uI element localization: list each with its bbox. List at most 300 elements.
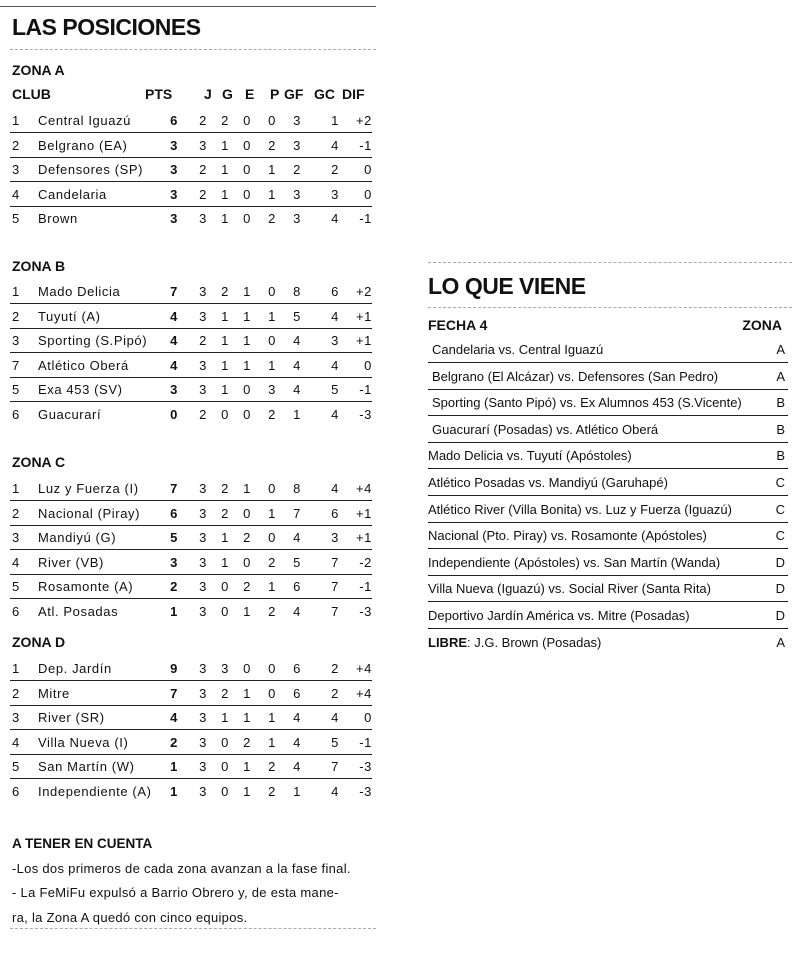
cell-pts: 2: [170, 734, 178, 750]
fixture-row: [428, 470, 788, 496]
fixture-zone: C: [775, 528, 785, 544]
cell-gc: 4: [331, 406, 339, 422]
cell-pts: 9: [170, 661, 178, 676]
cell-gf: 4: [293, 759, 301, 774]
cell-pts: 4: [170, 308, 178, 324]
table-row: [10, 503, 372, 526]
cell-j: 3: [199, 530, 207, 545]
cell-gc: 4: [331, 783, 339, 799]
cell-gc: 4: [331, 710, 339, 725]
cell-e: 0: [243, 113, 251, 128]
cell-j: 3: [199, 308, 207, 324]
cell-pts: 3: [170, 211, 178, 226]
cell-pos: 4: [12, 554, 20, 570]
cell-dif: +4: [355, 481, 372, 496]
header-p: P: [270, 86, 280, 102]
note-line: -Los dos primeros de cada zona avanzan a la fase final.: [12, 860, 351, 876]
cell-pts: 7: [170, 685, 178, 701]
cell-g: 1: [221, 308, 229, 324]
cell-gf: 1: [293, 406, 301, 422]
cell-g: 0: [221, 603, 229, 619]
fixture-zone: C: [775, 501, 785, 517]
cell-pos: 7: [12, 357, 20, 373]
table-row: [10, 379, 372, 402]
cell-dif: 0: [364, 186, 372, 202]
header-g: G: [222, 86, 233, 102]
cell-club: River (VB): [38, 554, 104, 570]
header-pts: PTS: [145, 86, 173, 102]
cell-g: 2: [221, 481, 229, 496]
header-gc: GC: [314, 86, 335, 102]
title-divider: [10, 49, 376, 50]
page-title: LAS POSICIONES: [12, 14, 201, 40]
cell-gc: 5: [331, 382, 339, 397]
cell-g: 1: [221, 382, 229, 397]
cell-pts: 1: [170, 783, 178, 799]
cell-club: Mado Delicia: [38, 284, 121, 299]
cell-club: Atl. Posadas: [38, 603, 119, 619]
fixture-row: [428, 550, 788, 576]
cell-e: 0: [243, 661, 251, 676]
cell-j: 2: [199, 186, 207, 202]
cell-j: 3: [199, 554, 207, 570]
notes-title: A TENER EN CUENTA: [12, 836, 153, 851]
fixture-zone: D: [775, 608, 785, 623]
table-row: [10, 658, 372, 681]
cell-j: 2: [199, 406, 207, 422]
fixture-zone: B: [776, 421, 785, 437]
cell-j: 3: [199, 661, 207, 676]
cell-e: 0: [243, 406, 251, 422]
cell-gf: 6: [293, 579, 301, 594]
cell-club: Central Iguazú: [38, 113, 131, 128]
cell-gc: 1: [331, 113, 339, 128]
cell-pts: 4: [170, 710, 178, 725]
cell-gc: 7: [331, 759, 339, 774]
fixture-header: [428, 317, 782, 335]
cell-pos: 5: [12, 759, 20, 774]
cell-gc: 3: [331, 186, 339, 202]
cell-pos: 6: [12, 603, 20, 619]
cell-e: 0: [243, 137, 251, 153]
cell-p: 1: [268, 505, 276, 521]
cell-p: 2: [268, 783, 276, 799]
table-row: [10, 184, 372, 207]
cell-g: 2: [221, 505, 229, 521]
cell-e: 2: [243, 579, 251, 594]
cell-club: Mitre: [38, 685, 70, 701]
table-row: [10, 552, 372, 575]
cell-pos: 5: [12, 579, 20, 594]
cell-j: 3: [199, 783, 207, 799]
fixture-row: [428, 390, 788, 416]
cell-e: 1: [243, 333, 251, 348]
cell-e: 0: [243, 162, 251, 177]
cell-gc: 4: [331, 308, 339, 324]
cell-p: 0: [268, 333, 276, 348]
zone-title: ZONA D: [12, 634, 66, 650]
upcoming-title-divider: [428, 307, 792, 308]
cell-g: 2: [221, 284, 229, 299]
cell-gc: 7: [331, 603, 339, 619]
cell-pts: 7: [170, 284, 178, 299]
cell-e: 1: [243, 783, 251, 799]
cell-pos: 3: [12, 710, 20, 725]
cell-dif: -3: [359, 783, 372, 799]
cell-pos: 2: [12, 685, 20, 701]
cell-dif: 0: [364, 162, 372, 177]
cell-e: 1: [243, 481, 251, 496]
fixture-teams: Candelaria vs. Central Iguazú: [432, 342, 604, 357]
cell-club: Independiente (A): [38, 783, 152, 799]
cell-g: 1: [221, 554, 229, 570]
cell-gc: 5: [331, 734, 339, 750]
cell-gc: 4: [331, 481, 339, 496]
cell-pos: 1: [12, 113, 20, 128]
libre-row: [428, 630, 788, 655]
cell-dif: -3: [359, 759, 372, 774]
header-dif: DIF: [342, 86, 365, 102]
fixture-teams: Mado Delicia vs. Tuyutí (Apóstoles): [428, 448, 632, 464]
cell-dif: -3: [359, 603, 372, 619]
cell-j: 3: [199, 505, 207, 521]
cell-gc: 7: [331, 579, 339, 594]
cell-p: 1: [268, 710, 276, 725]
cell-e: 1: [243, 603, 251, 619]
table-row: [10, 601, 372, 623]
cell-club: San Martín (W): [38, 759, 135, 774]
cell-pts: 3: [170, 137, 178, 153]
table-row: [10, 208, 372, 230]
table-row: [10, 781, 372, 803]
cell-p: 1: [268, 308, 276, 324]
cell-pts: 0: [170, 406, 178, 422]
cell-p: 1: [268, 162, 276, 177]
fixture-teams: Belgrano (El Alcázar) vs. Defensores (San Pedro): [432, 368, 719, 384]
cell-gf: 4: [293, 710, 301, 725]
cell-pos: 3: [12, 162, 20, 177]
fixture-teams: Sporting (Santo Pipó) vs. Ex Alumnos 453 (S.Vicente): [432, 395, 742, 411]
table-row: [10, 330, 372, 353]
upcoming-title: LO QUE VIENE: [428, 273, 586, 299]
table-row: [10, 135, 372, 158]
cell-p: 2: [268, 137, 276, 153]
fixture-teams: Nacional (Pto. Piray) vs. Rosamonte (Apóstoles): [428, 528, 707, 544]
cell-pos: 2: [12, 137, 20, 153]
cell-j: 2: [199, 113, 207, 128]
cell-gf: 7: [293, 505, 301, 521]
cell-gf: 4: [293, 333, 301, 348]
libre-team: : J.G. Brown (Posadas): [467, 634, 602, 650]
cell-j: 3: [199, 382, 207, 397]
cell-pts: 6: [170, 505, 178, 521]
cell-p: 2: [268, 759, 276, 774]
cell-p: 2: [268, 211, 276, 226]
fixture-teams: Guacurarí (Posadas) vs. Atlético Oberá: [432, 421, 659, 437]
cell-club: Belgrano (EA): [38, 137, 128, 153]
cell-pts: 3: [170, 186, 178, 202]
fixture-teams: Deportivo Jardín América vs. Mitre (Posadas): [428, 608, 690, 623]
cell-dif: +1: [355, 308, 372, 324]
cell-pts: 3: [170, 382, 178, 397]
cell-gf: 3: [293, 137, 301, 153]
cell-gc: 2: [331, 685, 339, 701]
cell-j: 3: [199, 603, 207, 619]
cell-gc: 6: [331, 505, 339, 521]
fixture-teams: Villa Nueva (Iguazú) vs. Social River (Santa Rita): [428, 581, 711, 597]
cell-e: 1: [243, 685, 251, 701]
cell-e: 0: [243, 382, 251, 397]
cell-dif: +4: [355, 685, 372, 701]
cell-gc: 2: [331, 661, 339, 676]
cell-p: 1: [268, 734, 276, 750]
cell-e: 1: [243, 710, 251, 725]
cell-club: Brown: [38, 211, 78, 226]
table-row: [10, 527, 372, 550]
libre-label: LIBRE: [428, 634, 467, 650]
cell-gc: 7: [331, 554, 339, 570]
cell-p: 1: [268, 357, 276, 373]
table-header: [12, 86, 374, 104]
upcoming-top-divider: [428, 262, 792, 263]
cell-j: 3: [199, 579, 207, 594]
cell-gf: 3: [293, 211, 301, 226]
header-club: CLUB: [12, 86, 51, 102]
cell-dif: -1: [359, 211, 372, 226]
cell-club: Rosamonte (A): [38, 579, 134, 594]
table-row: [10, 281, 372, 304]
cell-gc: 6: [331, 284, 339, 299]
cell-pts: 7: [170, 481, 178, 496]
cell-gf: 4: [293, 357, 301, 373]
cell-j: 3: [199, 211, 207, 226]
cell-g: 1: [221, 186, 229, 202]
cell-p: 3: [268, 382, 276, 397]
cell-dif: +2: [355, 284, 372, 299]
cell-p: 1: [268, 186, 276, 202]
cell-p: 0: [268, 530, 276, 545]
cell-j: 2: [199, 333, 207, 348]
cell-club: Sporting (S.Pipó): [38, 333, 148, 348]
cell-e: 1: [243, 357, 251, 373]
cell-dif: +1: [355, 530, 372, 545]
cell-dif: -3: [359, 406, 372, 422]
cell-pos: 1: [12, 661, 20, 676]
cell-g: 1: [221, 333, 229, 348]
cell-dif: 0: [364, 710, 372, 725]
table-row: [10, 707, 372, 730]
cell-g: 2: [221, 685, 229, 701]
fixture-teams: Independiente (Apóstoles) vs. San Martín (Wanda): [428, 554, 721, 570]
table-row: [10, 756, 372, 779]
cell-pts: 5: [170, 530, 178, 545]
cell-pos: 2: [12, 505, 20, 521]
cell-p: 2: [268, 406, 276, 422]
cell-club: Atlético Oberá: [38, 357, 129, 373]
cell-p: 0: [268, 481, 276, 496]
fixture-zone: B: [776, 395, 785, 411]
cell-gf: 1: [293, 783, 301, 799]
cell-dif: +4: [355, 661, 372, 676]
cell-gc: 2: [331, 162, 339, 177]
cell-j: 3: [199, 284, 207, 299]
cell-club: Mandiyú (G): [38, 530, 117, 545]
cell-gf: 4: [293, 382, 301, 397]
cell-gf: 3: [293, 113, 301, 128]
table-row: [10, 159, 372, 182]
zone-title: ZONA B: [12, 258, 66, 274]
fixture-zone: B: [776, 448, 785, 464]
cell-pos: 1: [12, 481, 20, 496]
cell-j: 3: [199, 685, 207, 701]
cell-pos: 2: [12, 308, 20, 324]
libre-zone: A: [776, 634, 785, 650]
cell-dif: -1: [359, 579, 372, 594]
cell-club: Luz y Fuerza (I): [38, 481, 139, 496]
cell-club: Nacional (Piray): [38, 505, 141, 521]
fixture-zone: D: [775, 554, 785, 570]
cell-dif: +2: [355, 113, 372, 128]
table-row: [10, 478, 372, 501]
notes: [12, 832, 378, 930]
table-row: [10, 306, 372, 329]
cell-g: 1: [221, 530, 229, 545]
cell-gf: 6: [293, 685, 301, 701]
cell-pts: 6: [170, 113, 178, 128]
cell-g: 0: [221, 734, 229, 750]
zone-title: ZONA C: [12, 454, 66, 470]
cell-e: 0: [243, 554, 251, 570]
cell-pos: 4: [12, 186, 20, 202]
fixture-zone: D: [775, 581, 785, 597]
cell-gc: 4: [331, 137, 339, 153]
cell-j: 3: [199, 137, 207, 153]
fixture-row: [428, 497, 788, 523]
cell-gc: 4: [331, 211, 339, 226]
cell-gc: 4: [331, 357, 339, 373]
cell-e: 1: [243, 284, 251, 299]
cell-g: 3: [221, 661, 229, 676]
note-line: ra, la Zona A quedó con cinco equipos.: [12, 909, 248, 925]
libre-text: [428, 635, 601, 650]
cell-pos: 6: [12, 406, 20, 422]
cell-j: 3: [199, 357, 207, 373]
cell-dif: -1: [359, 137, 372, 153]
cell-g: 0: [221, 759, 229, 774]
cell-gf: 6: [293, 661, 301, 676]
header-j: J: [204, 86, 212, 102]
fixture-zone: C: [775, 475, 785, 490]
fixture-row: [428, 443, 788, 469]
header-gf: GF: [284, 86, 304, 102]
cell-gf: 4: [293, 734, 301, 750]
note-line: - La FeMiFu expulsó a Barrio Obrero y, de esta mane-: [12, 885, 339, 900]
cell-dif: +1: [355, 505, 372, 521]
cell-gf: 2: [293, 162, 301, 177]
cell-gc: 3: [331, 333, 339, 348]
cell-p: 0: [268, 685, 276, 701]
zona-label: ZONA: [742, 317, 782, 333]
cell-g: 1: [221, 710, 229, 725]
cell-g: 0: [221, 406, 229, 422]
top-rule: [0, 6, 376, 7]
cell-p: 0: [268, 113, 276, 128]
cell-club: Villa Nueva (I): [38, 734, 129, 750]
cell-e: 0: [243, 211, 251, 226]
cell-pos: 3: [12, 530, 20, 545]
fixture-row: [428, 603, 788, 629]
cell-g: 1: [221, 162, 229, 177]
cell-pts: 1: [170, 759, 178, 774]
cell-dif: +1: [355, 333, 372, 348]
fixture-zone: A: [776, 342, 785, 357]
header-e: E: [245, 86, 255, 102]
cell-pos: 4: [12, 734, 20, 750]
cell-club: Guacurarí: [38, 406, 102, 422]
cell-club: Tuyutí (A): [38, 308, 101, 324]
cell-gf: 8: [293, 284, 301, 299]
cell-pos: 1: [12, 284, 20, 299]
cell-pts: 4: [170, 357, 178, 373]
cell-j: 2: [199, 162, 207, 177]
cell-p: 0: [268, 661, 276, 676]
cell-gf: 5: [293, 554, 301, 570]
cell-e: 2: [243, 530, 251, 545]
cell-gc: 3: [331, 530, 339, 545]
cell-gf: 4: [293, 530, 301, 545]
table-row: [10, 732, 372, 755]
cell-dif: -2: [359, 554, 372, 570]
cell-e: 2: [243, 734, 251, 750]
fixture-row: [428, 417, 788, 443]
cell-p: 0: [268, 284, 276, 299]
cell-pts: 3: [170, 162, 178, 177]
cell-gf: 4: [293, 603, 301, 619]
cell-g: 1: [221, 211, 229, 226]
cell-gf: 3: [293, 186, 301, 202]
cell-pts: 4: [170, 333, 178, 348]
cell-club: River (SR): [38, 710, 105, 725]
table-row: [10, 576, 372, 599]
cell-j: 3: [199, 734, 207, 750]
cell-pts: 2: [170, 579, 178, 594]
fixture-teams: Atlético River (Villa Bonita) vs. Luz y Fuerza (Iguazú): [428, 501, 732, 517]
cell-g: 0: [221, 579, 229, 594]
cell-p: 1: [268, 579, 276, 594]
cell-pos: 3: [12, 333, 20, 348]
cell-j: 3: [199, 481, 207, 496]
fixture-row: [428, 523, 788, 549]
cell-e: 1: [243, 759, 251, 774]
cell-p: 2: [268, 603, 276, 619]
table-row: [10, 110, 372, 133]
cell-g: 1: [221, 357, 229, 373]
cell-dif: 0: [364, 357, 372, 373]
fecha-label: FECHA 4: [428, 317, 488, 333]
cell-e: 0: [243, 186, 251, 202]
cell-pts: 1: [170, 603, 178, 619]
table-row: [10, 404, 372, 426]
cell-gf: 5: [293, 308, 301, 324]
cell-g: 0: [221, 783, 229, 799]
cell-club: Dep. Jardín: [38, 661, 112, 676]
cell-dif: -1: [359, 734, 372, 750]
cell-dif: -1: [359, 382, 372, 397]
cell-e: 0: [243, 505, 251, 521]
fixture-zone: A: [776, 368, 785, 384]
cell-pos: 6: [12, 783, 20, 799]
cell-club: Exa 453 (SV): [38, 382, 123, 397]
